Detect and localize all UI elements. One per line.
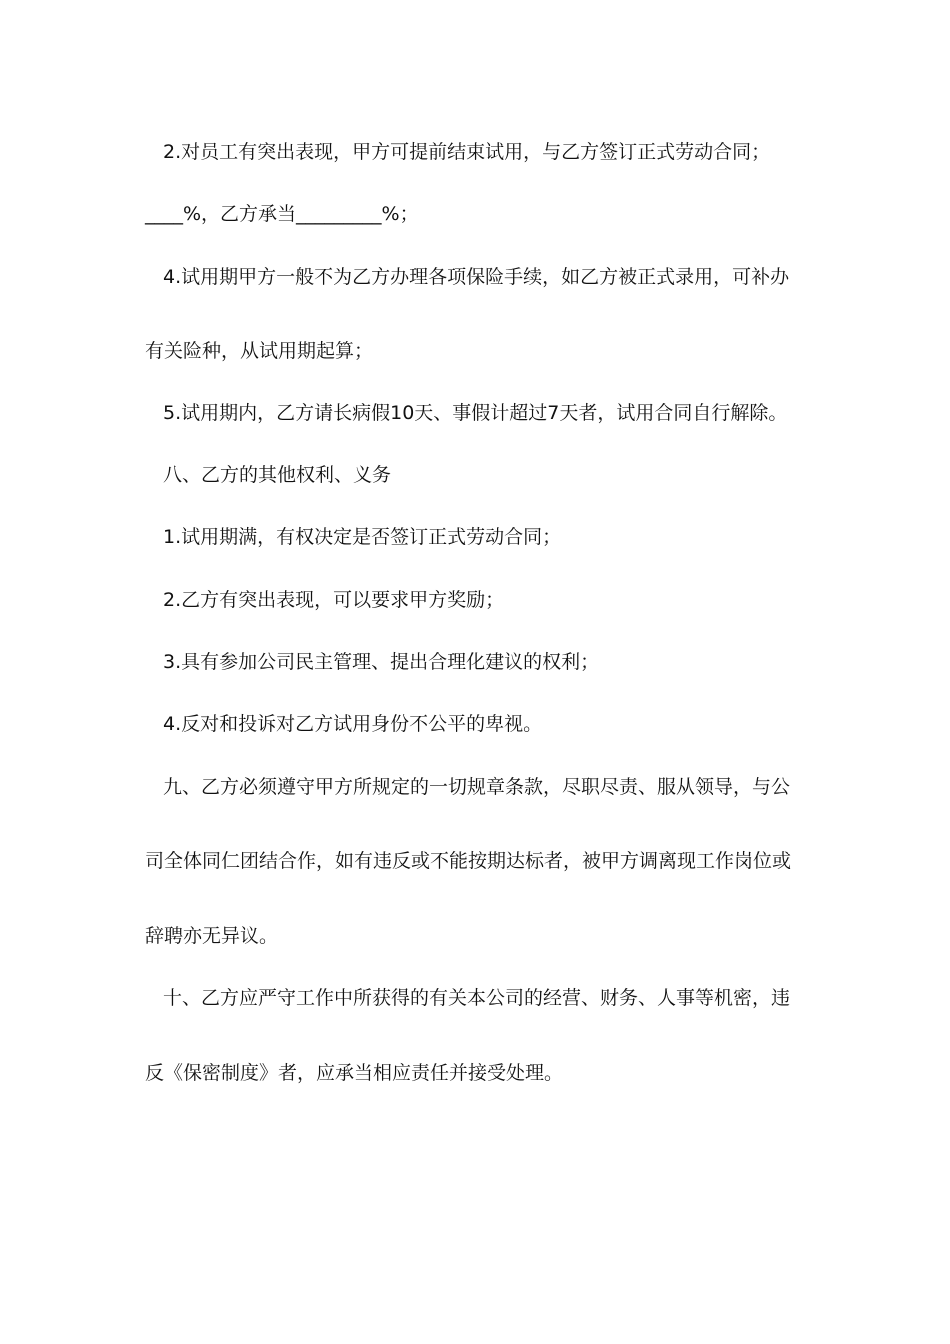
paragraph-line: 有关险种，从试用期起算；	[145, 340, 374, 362]
section-heading: 八、乙方的其他权利、义务	[163, 464, 392, 486]
paragraph-line: 4.反对和投诉对乙方试用身份不公平的卑视。	[163, 713, 543, 735]
paragraph-line: 3.具有参加公司民主管理、提出合理化建议的权利；	[163, 651, 600, 673]
paragraph-line: ____%，乙方承当_________%；	[145, 203, 419, 225]
paragraph-line: 辞聘亦无异议。	[145, 925, 279, 947]
paragraph-line: 司全体同仁团结合作，如有违反或不能按期达标者，被甲方调离现工作岗位或	[145, 850, 792, 872]
section-paragraph-line: 十、乙方应严守工作中所获得的有关本公司的经营、财务、人事等机密，违	[163, 987, 791, 1009]
paragraph-line: 1.试用期满，有权决定是否签订正式劳动合同；	[163, 526, 562, 548]
paragraph-line: 4.试用期甲方一般不为乙方办理各项保险手续，如乙方被正式录用，可补办	[163, 266, 790, 288]
paragraph-line: 反《保密制度》者，应承当相应责任并接受处理。	[145, 1062, 564, 1084]
section-paragraph-line: 九、乙方必须遵守甲方所规定的一切规章条款，尽职尽责、服从领导，与公	[163, 776, 791, 798]
paragraph-line: 2.乙方有突出表现，可以要求甲方奖励；	[163, 589, 505, 611]
paragraph-line: 2.对员工有突出表现，甲方可提前结束试用，与乙方签订正式劳动合同；	[163, 141, 771, 163]
paragraph-line: 5.试用期内，乙方请长病假10天、事假计超过7天者，试用合同自行解除。	[163, 402, 788, 424]
